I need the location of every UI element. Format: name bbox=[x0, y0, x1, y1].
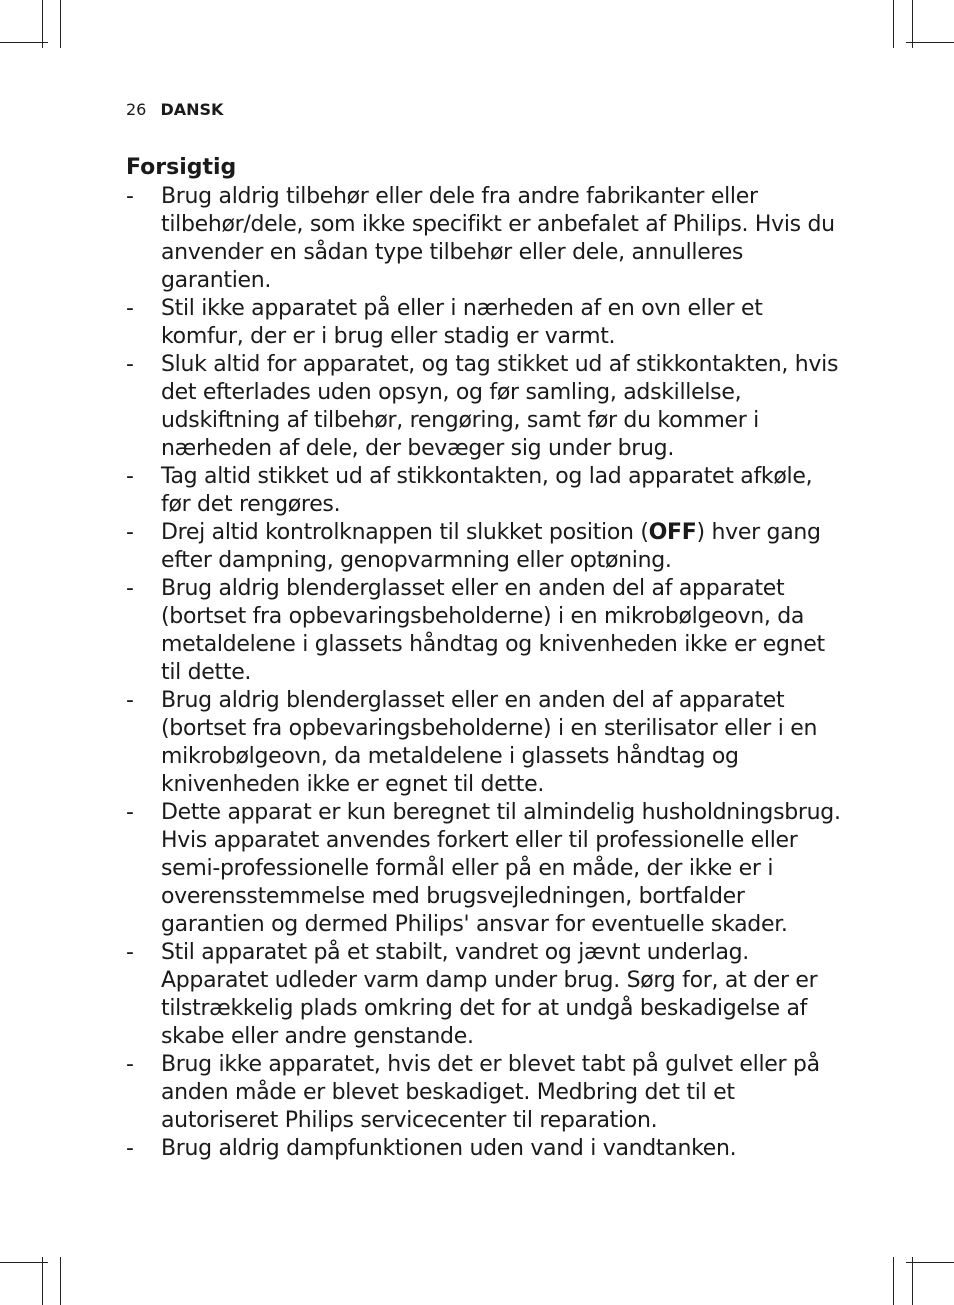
item-text: Brug ikke apparatet, hvis det er blevet tabt på gulvet eller på anden måde er blevet beskadiget. Medbring det til et autoriseret Philips servicecenter til reparation. bbox=[161, 1052, 820, 1133]
list-item bbox=[126, 687, 846, 799]
bullet-dash: - bbox=[126, 576, 134, 601]
bullet-dash: - bbox=[126, 688, 134, 713]
crop-mark bbox=[893, 0, 894, 48]
caution-list bbox=[126, 183, 846, 1163]
item-text: Dette apparat er kun beregnet til almindelig husholdningsbrug. Hvis apparatet anvendes forkert eller til professionelle eller semi-professionelle formål eller på en måde, der ikke er i overensstemmelse med brugsvejledningen, bortfalder garantien og dermed Philips' ansvar for eventuelle skader. bbox=[161, 800, 841, 937]
list-item bbox=[126, 1051, 846, 1135]
off-label: OFF bbox=[648, 520, 697, 545]
crop-mark bbox=[60, 1257, 61, 1305]
bullet-dash: - bbox=[126, 352, 134, 377]
item-text: Tag altid stikket ud af stikkontakten, og lad apparatet afkøle, før det rengøres. bbox=[161, 464, 813, 517]
language-label: DANSK bbox=[160, 100, 224, 119]
bullet-dash: - bbox=[126, 184, 134, 209]
crop-mark bbox=[906, 1262, 954, 1263]
list-item bbox=[126, 1135, 846, 1163]
bullet-dash: - bbox=[126, 1052, 134, 1077]
bullet-dash: - bbox=[126, 1136, 134, 1161]
list-item bbox=[126, 575, 846, 687]
section-heading: Forsigtig bbox=[126, 155, 237, 180]
list-item bbox=[126, 799, 846, 939]
caution-section bbox=[126, 153, 846, 1163]
bullet-dash: - bbox=[126, 520, 134, 545]
item-text: Brug aldrig tilbehør eller dele fra andre fabrikanter eller tilbehør/dele, som ikke specifikt er anbefalet af Philips. Hvis du anvender en sådan type tilbehør eller dele, annulleres garantien. bbox=[161, 184, 835, 293]
crop-mark bbox=[42, 0, 43, 48]
bullet-dash: - bbox=[126, 940, 134, 965]
crop-mark bbox=[893, 1257, 894, 1305]
crop-mark bbox=[42, 1257, 43, 1305]
page-number: 26 bbox=[126, 100, 147, 119]
list-item bbox=[126, 351, 846, 463]
list-item bbox=[126, 463, 846, 519]
bullet-dash: - bbox=[126, 800, 134, 825]
crop-mark bbox=[0, 42, 48, 43]
item-text: Stil ikke apparatet på eller i nærheden af en ovn eller et komfur, der er i brug eller stadig er varmt. bbox=[161, 296, 763, 349]
item-text: Brug aldrig blenderglasset eller en anden del af apparatet (bortset fra opbevaringsbeholderne) i en mikrobølgeovn, da metaldelene i glassets håndtag og knivenheden ikke er egnet til dette. bbox=[161, 576, 825, 685]
crop-mark bbox=[912, 0, 913, 48]
crop-mark bbox=[912, 1257, 913, 1305]
item-text: Brug aldrig blenderglasset eller en anden del af apparatet (bortset fra opbevaringsbeholderne) i en sterilisator eller i en mikrobølgeovn, da metaldelene i glassets håndtag og knivenheden ikke er egnet til dette. bbox=[161, 688, 818, 797]
crop-mark bbox=[0, 1262, 48, 1263]
list-item bbox=[126, 183, 846, 295]
item-text: Brug aldrig dampfunktionen uden vand i vandtanken. bbox=[161, 1136, 737, 1161]
item-text-before: Drej altid kontrolknappen til slukket position ( bbox=[161, 520, 649, 545]
item-text: Sluk altid for apparatet, og tag stikket ud af stikkontakten, hvis det efterlades uden opsyn, og før samling, adskillelse, udskiftning af tilbehør, rengøring, samt før du kommer i nærheden af dele, der bevæger sig under brug. bbox=[161, 352, 839, 461]
crop-mark bbox=[60, 0, 61, 48]
list-item bbox=[126, 939, 846, 1051]
crop-mark bbox=[906, 42, 954, 43]
item-text-after: ) hver gang efter dampning, genopvarmning eller optøning. bbox=[161, 520, 821, 573]
bullet-dash: - bbox=[126, 464, 134, 489]
page-header bbox=[126, 100, 223, 119]
item-text: Stil apparatet på et stabilt, vandret og jævnt underlag. Apparatet udleder varm damp under brug. Sørg for, at der er tilstrækkelig plads omkring det for at undgå beskadigelse af skabe eller andre genstande. bbox=[161, 940, 818, 1049]
bullet-dash: - bbox=[126, 296, 134, 321]
list-item bbox=[126, 519, 846, 575]
list-item bbox=[126, 295, 846, 351]
